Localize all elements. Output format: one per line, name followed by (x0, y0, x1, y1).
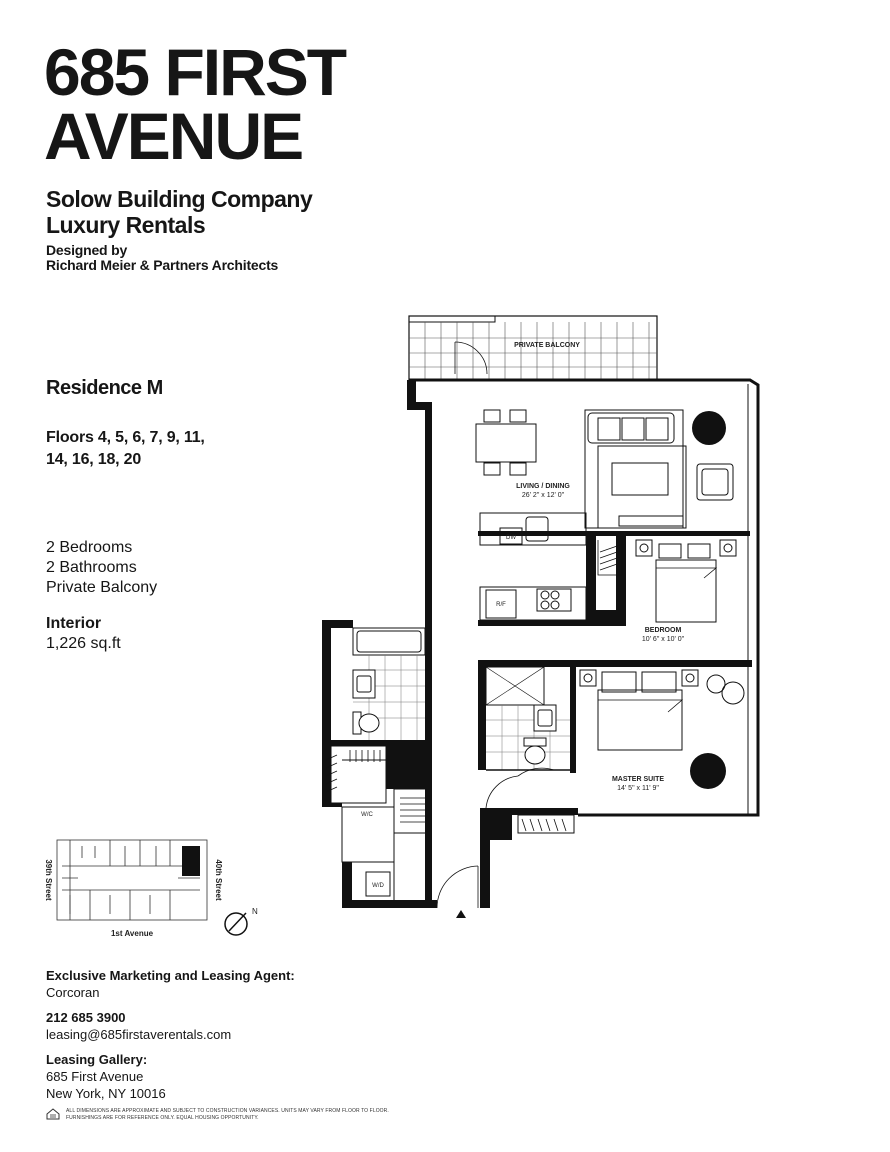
feature-bedrooms: 2 Bedrooms (46, 539, 133, 556)
feature-balcony: Private Balcony (46, 579, 158, 596)
disclaimer-line-1: ALL DIMENSIONS ARE APPROXIMATE AND SUBJECT TO CONSTRUCTION VARIANCES. UNITS MAY VARY FROM FLOOR TO FLOOR. (66, 1108, 389, 1114)
gallery-label: Leasing Gallery: (46, 1052, 148, 1067)
email-link[interactable]: leasing@685firstaverentals.com (46, 1027, 232, 1042)
feature-bathrooms: 2 Bathrooms (46, 559, 137, 576)
floors-line-2: 14, 16, 18, 20 (46, 451, 142, 468)
bedroom-label: BEDROOM (644, 627, 682, 634)
residence-name: Residence M (46, 377, 163, 399)
agent-name: Corcoran (46, 985, 100, 1000)
disclaimer-line-2: FURNISHINGS ARE FOR REFERENCE ONLY. EQUAL HOUSING OPPORTUNITY. (66, 1115, 259, 1121)
interior-label: Interior (46, 615, 102, 632)
fridge-label: R/F (496, 602, 506, 608)
bedroom-dimensions: 10' 6" x 10' 0" (641, 636, 685, 643)
agent-label: Exclusive Marketing and Leasing Agent: (46, 968, 295, 983)
title-line-1: 685 FIRST (44, 35, 346, 109)
master-dimensions: 14' 5" x 11' 9" (617, 785, 659, 792)
floors-line-1: Floors 4, 5, 6, 7, 9, 11, (46, 429, 205, 446)
interior-value: 1,226 sq.ft (46, 635, 121, 652)
balcony-label: PRIVATE BALCONY (514, 342, 580, 349)
disclaimer-text (66, 1108, 389, 1122)
gallery-address-line-1: 685 First Avenue (46, 1069, 144, 1084)
master-label: MASTER SUITE (611, 776, 665, 783)
street-39th-label: 39th Street (44, 859, 53, 901)
designed-by-label: Designed by (46, 242, 128, 258)
washer-dryer-label: W/D (372, 883, 384, 889)
title-line-2: AVENUE (44, 99, 303, 173)
first-avenue-label: 1st Avenue (110, 929, 154, 938)
subtitle-line-2: Luxury Rentals (46, 212, 206, 238)
dishwasher-label: DW (506, 535, 516, 541)
contact-block (46, 967, 295, 1102)
architect-name: Richard Meier & Partners Architects (46, 257, 279, 273)
living-label: LIVING / DINING (516, 483, 570, 490)
north-label: N (252, 907, 258, 916)
phone-number[interactable]: 212 685 3900 (46, 1010, 126, 1025)
gallery-address-line-2: New York, NY 10016 (46, 1086, 166, 1101)
equal-housing-icon (46, 1108, 60, 1120)
closet-label: W/C (361, 812, 373, 818)
subtitle-line-1: Solow Building Company (46, 186, 313, 212)
north-arrow-icon (225, 907, 258, 935)
street-40th-label: 40th Street (214, 859, 223, 901)
living-dimensions: 26' 2" x 12' 0" (521, 492, 565, 499)
